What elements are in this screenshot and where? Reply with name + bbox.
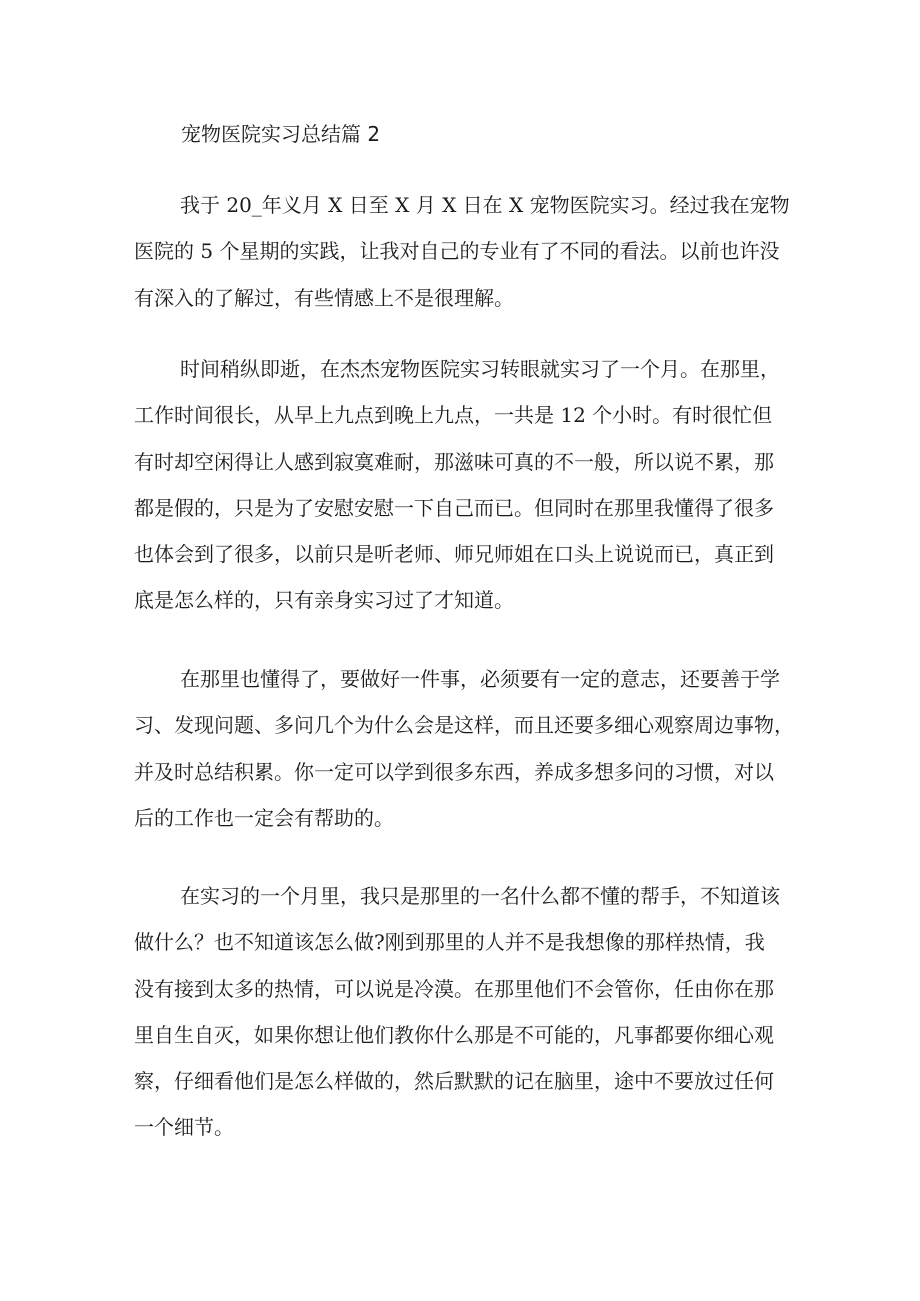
paragraph-3 [134, 656, 794, 841]
document-title: 宠物医院实习总结篇 2 [181, 122, 381, 146]
paragraph-line: 后的工作也一定会有帮助的。 [134, 805, 394, 830]
paragraph-line: 都是假的，只是为了安慰安慰一下自己而已。但同时在那里我懂得了很多 [134, 495, 774, 520]
paragraph-line: 在实习的一个月里，我只是那里的一名什么都不懂的帮手，不知道该 [180, 884, 780, 908]
paragraph-line: 有时却空闲得让人感到寂寞难耐，那滋味可真的不一般，所以说不累，那 [134, 449, 774, 474]
paragraph-line: 里自生自灭，如果你想让他们教你什么那是不可能的，凡事都要你细心观 [134, 1022, 774, 1047]
paragraph-1 [134, 182, 790, 321]
paragraph-line: 医院的 5 个星期的实践，让我对自己的专业有了不同的看法。以前也许没 [134, 239, 780, 264]
paragraph-line: 习、发现问题、多问几个为什么会是这样，而且还要多细心观察周边事物， [134, 713, 794, 738]
paragraph-line: 一个细节。 [134, 1115, 234, 1140]
paragraph-4 [134, 873, 780, 1151]
paragraph-line: 察，仔细看他们是怎么样做的，然后默默的记在脑里，途中不要放过任何 [134, 1069, 774, 1094]
paragraph-line: 也体会到了很多，以前只是听老师、师兄师姐在口头上说说而已，真正到 [134, 542, 774, 567]
paragraph-line: 并及时总结积累。你一定可以学到很多东西，养成多想多问的习惯，对以 [134, 759, 774, 784]
paragraph-line: 做什么？也不知道该怎么做?刚到那里的人并不是我想像的那样热情，我 [134, 930, 765, 955]
paragraph-line: 工作时间很长，从早上九点到晚上九点，一共是 12 个小时。有时很忙但 [134, 403, 773, 428]
paragraph-line: 底是怎么样的，只有亲身实习过了才知道。 [134, 588, 514, 613]
paragraph-line: 我于 20_年义月 X 日至 X 月 X 日在 X 宠物医院实习。经过我在宠物 [180, 193, 790, 217]
paragraph-2 [134, 346, 780, 624]
paragraph-line: 没有接到太多的热情，可以说是冷漠。在那里他们不会管你，任由你在那 [134, 976, 774, 1001]
paragraph-line: 在那里也懂得了，要做好一件事，必须要有一定的意志，还要善于学 [180, 667, 780, 691]
paragraph-line: 有深入的了解过，有些情感上不是很理解。 [134, 285, 514, 310]
paragraph-line: 时间稍纵即逝，在杰杰宠物医院实习转眼就实习了一个月。在那里， [180, 357, 780, 381]
